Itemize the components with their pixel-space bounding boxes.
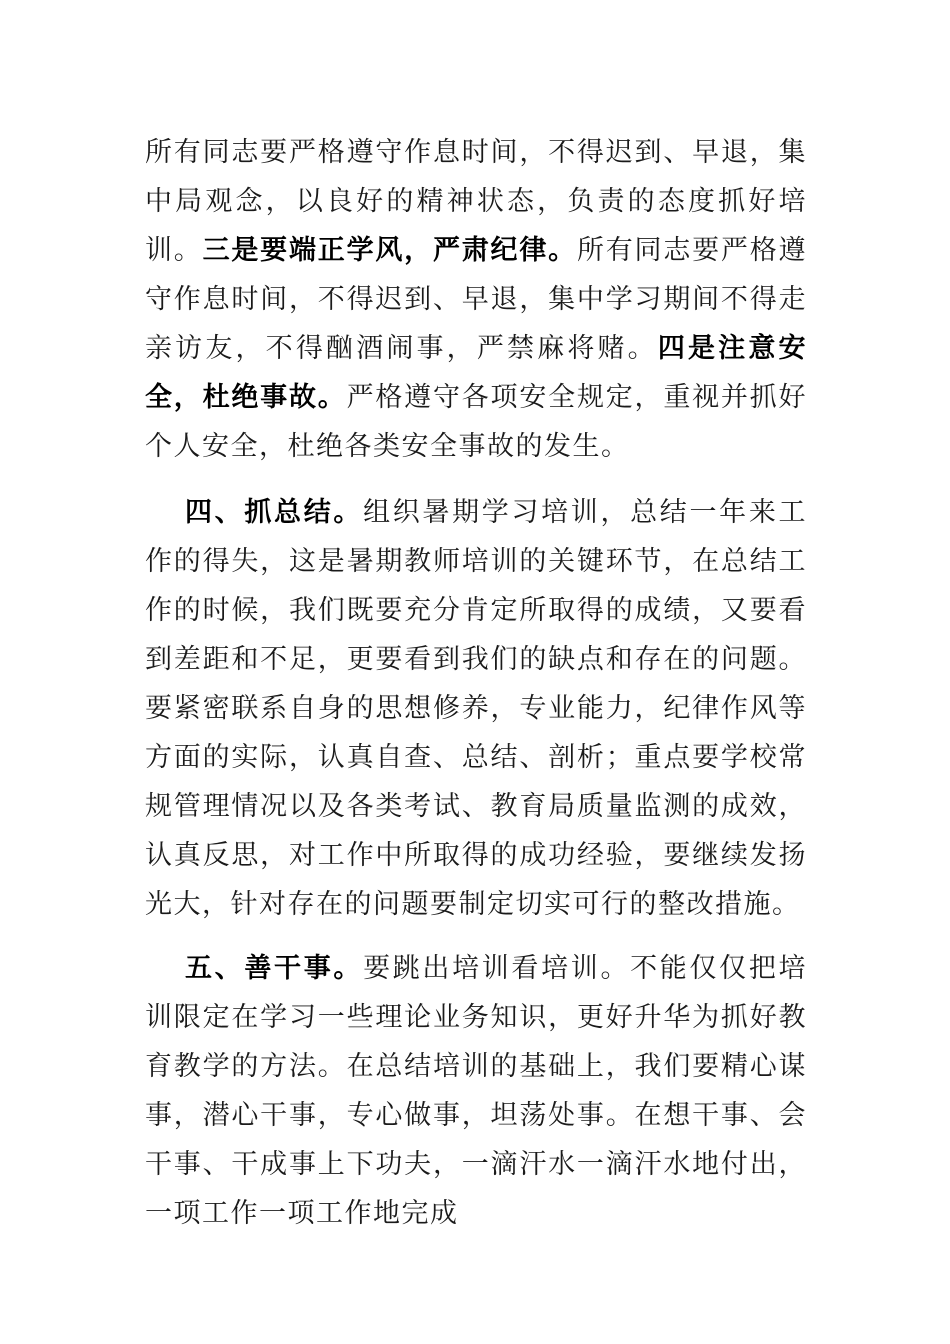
- paragraph-1-sentence-3: 严格遵守各项安全规定，重视并抓好个人安全，杜绝各类安全事故的发生。: [145, 382, 808, 462]
- section-doing-work: [145, 944, 807, 1238]
- section-four-text: 组织暑期学习培训，总结一年来工作的得失，这是暑期教师培训的关键环节，在总结工作的时候，我们既要充分肯定所取得的成绩，又要看到差距和不足，更要看到我们的缺点和存在的问题。要紧密联系自身的思想修养，专业能力，纪律作风等方面的实际，认真自查、总结、剖析；重点要学校常规管理情况以及各类考试、教育局质量监测的成效，认真反思，对工作中所取得的成功经验，要继续发扬光大，针对存在的问题要制定切实可行的整改措施。: [145, 497, 808, 920]
- section-summary: [145, 488, 807, 929]
- paragraph-3: [145, 944, 807, 1238]
- paragraph-2: [145, 488, 807, 929]
- heading-four-safety: 四是注意安全，杜绝事故。: [145, 333, 808, 413]
- section-five-text: 要跳出培训看培训。不能仅仅把培训限定在学习一些理论业务知识，更好升华为抓好教育教学的方法。在总结培训的基础上，我们要精心谋事，潜心干事，专心做事，坦荡处事。在想干事、会干事、干成事上下功夫，一滴汗水一滴汗水地付出，一项工作一项工作地完成: [145, 953, 808, 1229]
- section-four-heading: 四、抓总结。: [185, 497, 364, 528]
- section-five-heading: 五、善干事。: [185, 953, 364, 984]
- paragraph-1-sentence-1: 所有同志要严格遵守作息时间，不得迟到、早退，集中局观念，以良好的精神状态，负责的态度抓好培训。: [145, 137, 807, 266]
- paragraph-1: [145, 128, 807, 471]
- paragraph-1-sentence-2: 所有同志要严格遵守作息时间，不得迟到、早退，集中学习期间不得走亲访友，不得酗酒闹事，严禁麻将赌。: [145, 235, 808, 364]
- heading-three-study-discipline: 三是要端正学风，严肃纪律。: [202, 235, 577, 266]
- paragraph-continuation: [145, 128, 807, 471]
